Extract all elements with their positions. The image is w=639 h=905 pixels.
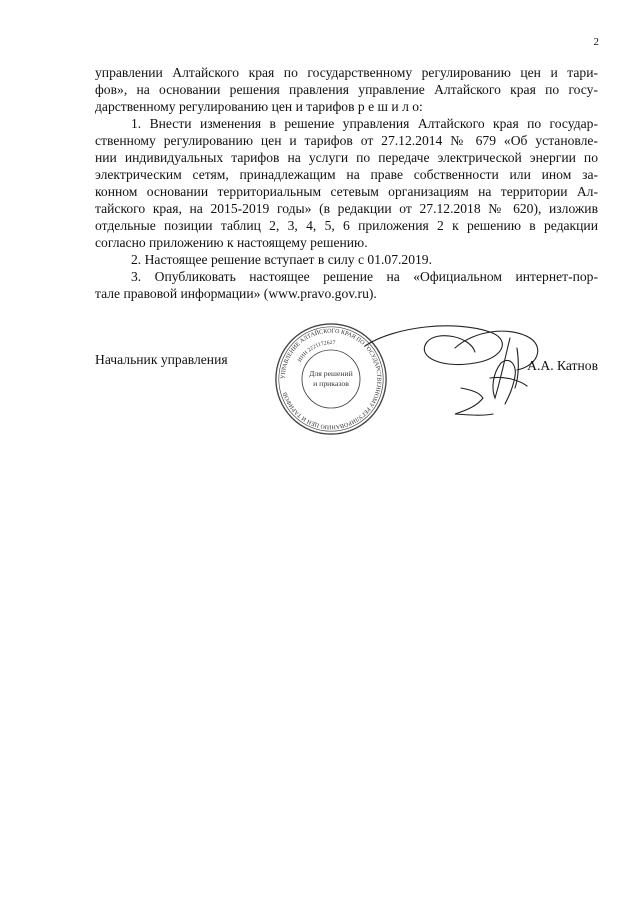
text-line: управлении Алтайского края по государственному регулированию цен и тари-	[95, 65, 598, 80]
text-line: 3. Опубликовать настоящее решение на «Официальном интернет-пор-	[131, 269, 598, 284]
text-line: фов», на основании решения правления управление Алтайского края по госу-	[95, 82, 598, 97]
text-line: тале правовой информации» (www.pravo.gov.ru).	[95, 286, 377, 301]
stamp-inner-text-2: и приказов	[313, 378, 349, 388]
text-line: ственному регулированию цен и тарифов от 27.12.2014 № 679 «Об установле-	[95, 133, 598, 148]
stamp-inn-text: ИНН 2221172627	[297, 340, 336, 364]
handwritten-signature	[305, 318, 555, 428]
page-number: 2	[593, 36, 599, 48]
stamp-outer-text: УПРАВЛЕНИЕ АЛТАЙСКОГО КРАЯ ПО ГОСУДАРСТВЕННОМУ РЕГУЛИРОВАНИЮ ЦЕН И ТАРИФОВ	[280, 328, 382, 430]
signatory-position: Начальник управления	[95, 352, 228, 367]
signatory-name: А.А. Катнов	[527, 358, 598, 373]
text-line: согласно приложению к настоящему решению.	[95, 235, 368, 250]
body-text	[95, 64, 598, 302]
text-line: тайского края, на 2015-2019 годы» (в редакции от 27.12.2018 № 620), изложив	[95, 201, 598, 216]
text-line: отдельные позиции таблиц 2, 3, 4, 5, 6 приложения 2 к решению в редакции	[95, 218, 598, 233]
text-line: 2. Настоящее решение вступает в силу с 01.07.2019.	[131, 252, 432, 267]
text-line: электрическим сетям, принадлежащим на праве собственности или ином за-	[95, 167, 598, 182]
text-line: дарственному регулированию цен и тарифов р е ш и л о:	[95, 99, 423, 114]
signature-block	[95, 328, 598, 452]
text-line: нии индивидуальных тарифов на услуги по передаче электрической энергии по	[95, 150, 598, 165]
stamp-inner-text-1: Для решений	[309, 369, 353, 379]
text-line: 1. Внести изменения в решение управления Алтайского края по государ-	[131, 116, 598, 131]
text-line: конном основании территориальным сетевым организациям на территории Ал-	[95, 184, 598, 199]
